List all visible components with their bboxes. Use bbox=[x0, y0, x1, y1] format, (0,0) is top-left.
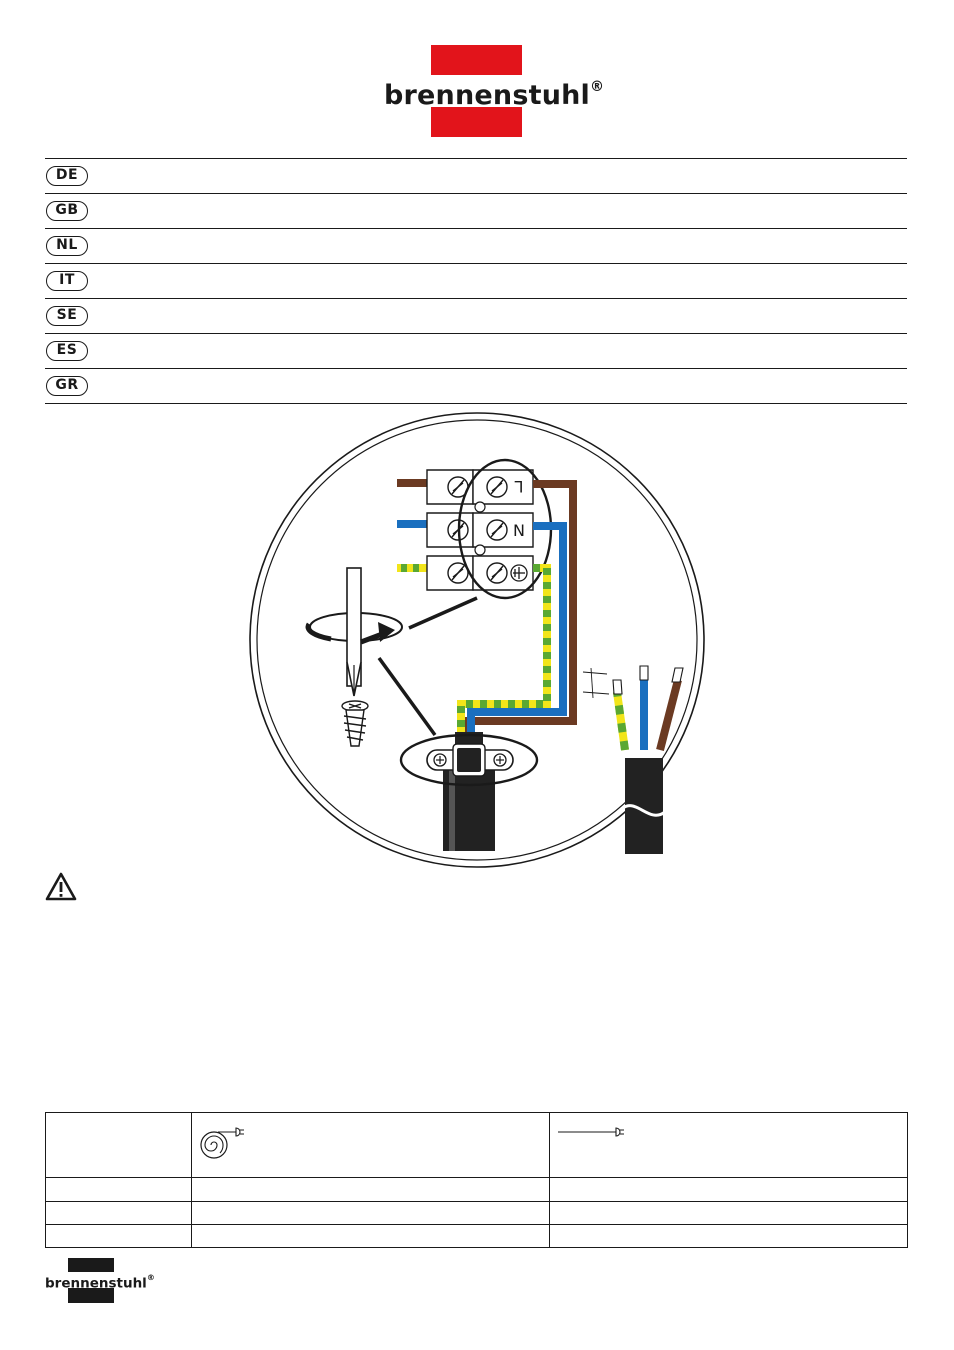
registered-mark-footer: ® bbox=[146, 1273, 155, 1282]
screw-icon bbox=[342, 701, 368, 746]
earth-symbol bbox=[511, 565, 527, 581]
wire-earth-out bbox=[461, 568, 547, 732]
wire-neutral-in bbox=[397, 520, 427, 528]
language-row-se bbox=[45, 298, 907, 333]
wiring-diagram bbox=[245, 410, 710, 870]
pointer-clamp bbox=[379, 658, 435, 735]
language-badge-nl: NL bbox=[46, 236, 88, 256]
cable-clamp bbox=[401, 732, 537, 851]
language-badge-de: DE bbox=[46, 166, 88, 186]
language-row-it bbox=[45, 263, 907, 298]
brand-name: brennenstuhl bbox=[384, 80, 591, 111]
language-badge-gr: GR bbox=[46, 376, 88, 396]
language-row-de bbox=[45, 158, 907, 193]
wire-live-in bbox=[397, 479, 427, 487]
terminal-label-neutral: N bbox=[513, 521, 525, 540]
cable-table bbox=[45, 1112, 908, 1248]
language-row-nl bbox=[45, 228, 907, 263]
pointer-terminal bbox=[409, 598, 477, 628]
language-row-es bbox=[45, 333, 907, 368]
brand-logo-footer bbox=[45, 1258, 155, 1304]
cable-plug-icon bbox=[558, 1124, 630, 1140]
brand-name-footer: brennenstuhl bbox=[45, 1275, 147, 1292]
language-list bbox=[45, 158, 907, 404]
stripped-cable bbox=[583, 666, 683, 854]
cable-reel-icon bbox=[196, 1123, 252, 1161]
language-row-gb bbox=[45, 193, 907, 228]
warning-icon bbox=[45, 872, 77, 902]
registered-mark: ® bbox=[590, 79, 605, 95]
screwdriver-icon bbox=[308, 568, 402, 696]
terminal-label-live: L bbox=[514, 477, 524, 496]
brand-logo bbox=[384, 45, 605, 137]
language-row-gr bbox=[45, 368, 907, 404]
language-badge-es: ES bbox=[46, 341, 88, 361]
language-badge-se: SE bbox=[46, 306, 88, 326]
language-badge-it: IT bbox=[46, 271, 88, 291]
language-badge-gb: GB bbox=[46, 201, 88, 221]
